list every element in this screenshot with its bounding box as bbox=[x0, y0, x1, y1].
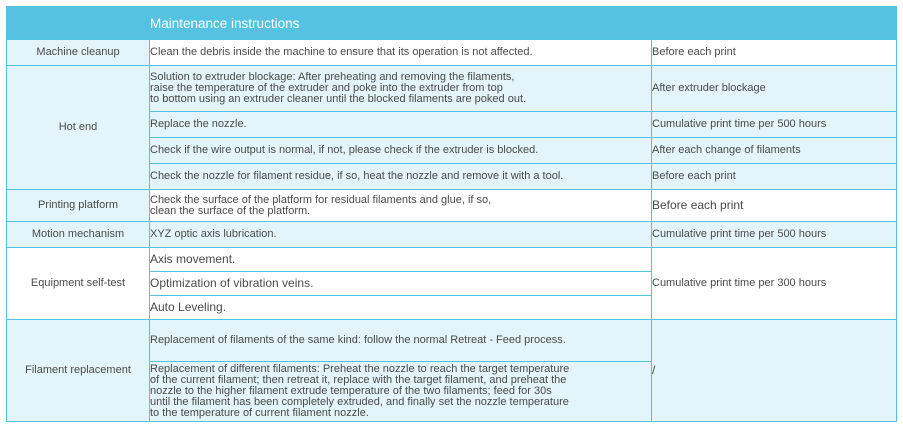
task-frequency: After each change of filaments bbox=[652, 138, 897, 164]
task-frequency: After extruder blockage bbox=[652, 66, 897, 112]
header-frequency bbox=[652, 7, 897, 40]
table-row bbox=[7, 320, 897, 362]
task-description: Check the nozzle for filament residue, if so, heat the nozzle and remove it with a tool. bbox=[150, 164, 652, 190]
desc-line: Replacement of different filaments: Preheat the nozzle to reach the target temperature bbox=[150, 363, 570, 375]
category-equipment-self-test: Equipment self-test bbox=[7, 248, 150, 320]
task-description bbox=[150, 362, 652, 422]
task-description: XYZ optic axis lubrication. bbox=[150, 222, 652, 248]
category-motion-mechanism: Motion mechanism bbox=[7, 222, 150, 248]
task-description bbox=[150, 66, 652, 112]
desc-line: clean the surface of the platform. bbox=[150, 204, 311, 217]
table-row bbox=[7, 222, 897, 248]
maintenance-table bbox=[6, 6, 897, 422]
task-description: Auto Leveling. bbox=[150, 296, 652, 320]
task-frequency: Cumulative print time per 300 hours bbox=[652, 248, 897, 320]
desc-line: nozzle to the higher filament extrude temperature of the two filaments; feed for 30s bbox=[150, 385, 552, 397]
header-corner bbox=[7, 7, 150, 40]
task-frequency: Before each print bbox=[652, 190, 897, 222]
task-frequency: Cumulative print time per 500 hours bbox=[652, 222, 897, 248]
task-frequency: Before each print bbox=[652, 164, 897, 190]
task-description bbox=[150, 190, 652, 222]
desc-line: Solution to extruder blockage: After preheating and removing the filaments, bbox=[150, 71, 515, 83]
table-row bbox=[7, 190, 897, 222]
category-filament-replacement: Filament replacement bbox=[7, 320, 150, 422]
table-row bbox=[7, 248, 897, 272]
desc-line: to the temperature of current filament nozzle. bbox=[150, 407, 369, 419]
table-row bbox=[7, 66, 897, 112]
header-row bbox=[7, 7, 897, 40]
table-title: Maintenance instructions bbox=[150, 7, 652, 40]
task-description: Replacement of filaments of the same kind: follow the normal Retreat - Feed process. bbox=[150, 320, 652, 362]
task-description: Optimization of vibration veins. bbox=[150, 272, 652, 296]
task-description: Replace the nozzle. bbox=[150, 112, 652, 138]
desc-line: of the current filament; then retreat it, replace with the target filament, and preheat the bbox=[150, 374, 567, 386]
task-description: Clean the debris inside the machine to ensure that its operation is not affected. bbox=[150, 40, 652, 66]
desc-line: until the filament has been completely extruded, and finally set the nozzle temperature bbox=[150, 396, 569, 408]
category-machine-cleanup: Machine cleanup bbox=[7, 40, 150, 66]
desc-line: Check the surface of the platform for residual filaments and glue, if so, bbox=[150, 193, 492, 206]
table-row bbox=[7, 40, 897, 66]
task-frequency: Before each print bbox=[652, 40, 897, 66]
desc-line: to bottom using an extruder cleaner until the blocked filaments are poked out. bbox=[150, 93, 527, 105]
task-description: Axis movement. bbox=[150, 248, 652, 272]
task-frequency: / bbox=[652, 320, 897, 422]
category-hot-end: Hot end bbox=[7, 66, 150, 190]
task-frequency: Cumulative print time per 500 hours bbox=[652, 112, 897, 138]
desc-line: raise the temperature of the extruder and poke into the extruder from top bbox=[150, 82, 503, 94]
task-description: Check if the wire output is normal, if not, please check if the extruder is blocked. bbox=[150, 138, 652, 164]
category-printing-platform: Printing platform bbox=[7, 190, 150, 222]
